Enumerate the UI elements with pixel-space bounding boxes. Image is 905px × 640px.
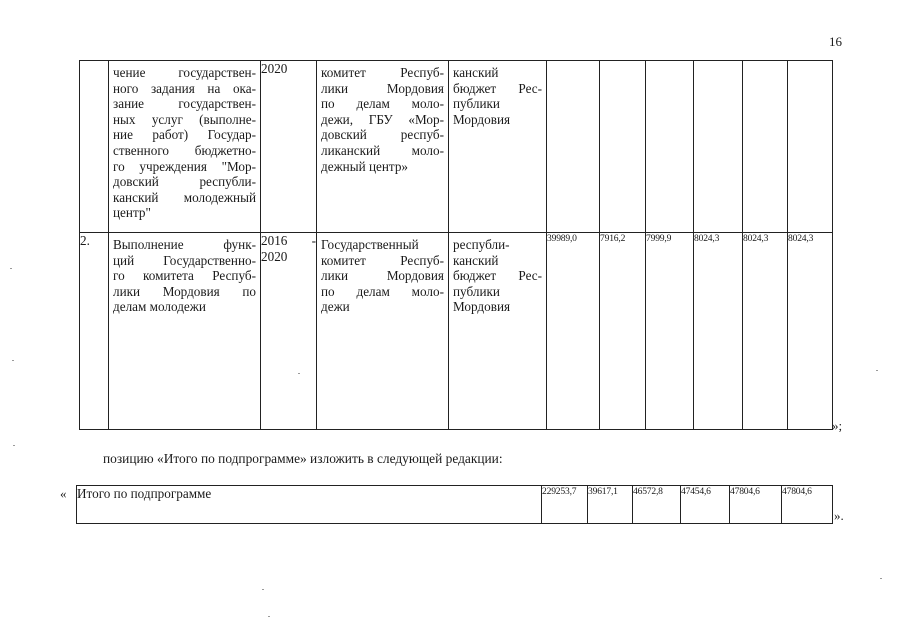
text-line: ние работ) Государ- xyxy=(113,127,256,143)
text-line: лики Мордовия xyxy=(321,268,444,284)
text-line: канский xyxy=(453,65,499,80)
text-line: го учреждения "Мор- xyxy=(113,158,256,174)
source-cell xyxy=(449,233,547,430)
value-cell xyxy=(547,61,600,233)
text-line: Государственный xyxy=(321,237,419,252)
text-line: ных услуг (выполне- xyxy=(113,111,256,127)
period xyxy=(261,61,316,77)
period-cell xyxy=(261,233,317,430)
scan-speck xyxy=(298,373,300,374)
period xyxy=(261,233,316,264)
text-line: бюджет Рес- xyxy=(453,80,542,96)
text-line: по делам моло- xyxy=(321,96,444,112)
text-line: го комитета Респуб- xyxy=(113,268,256,284)
row-number: 2. xyxy=(80,233,109,430)
value-cell: 8024,3 xyxy=(743,233,788,430)
scan-speck xyxy=(10,268,12,269)
closing-quote: »; xyxy=(832,418,843,433)
source-cell xyxy=(449,61,547,233)
value-cell: 7916,2 xyxy=(600,233,646,430)
total-table xyxy=(76,485,833,524)
text-line: довский респуб- xyxy=(321,127,444,143)
measure-name-cell xyxy=(109,61,261,233)
text-line: канский молодежный xyxy=(113,189,256,205)
text-line: центр" xyxy=(113,205,151,221)
text-line: Мордовия xyxy=(453,299,511,315)
scan-speck xyxy=(262,589,264,590)
text-line: публики xyxy=(453,283,500,299)
funding-source xyxy=(449,61,546,127)
table-row xyxy=(80,61,833,233)
program-table xyxy=(79,60,833,430)
closing-quote: ». xyxy=(834,508,844,523)
row-number xyxy=(80,61,109,233)
text-line: лики Мордовия по xyxy=(113,283,256,299)
amendment-paragraph: позицию «Итого по подпрограмме» изложить в следующей редакции: xyxy=(103,451,503,466)
scan-speck xyxy=(876,370,878,371)
text-line: дежи xyxy=(321,299,350,315)
total-value: 47804,6 xyxy=(782,486,833,524)
period-cell xyxy=(261,61,317,233)
text-line: ликанский моло- xyxy=(321,142,444,158)
text-line: по делам моло- xyxy=(321,283,444,299)
text-line: 2016 - xyxy=(261,233,316,248)
text-line: чение государствен- xyxy=(113,65,256,80)
text-line: ций Государственно- xyxy=(113,252,256,268)
measure-name-cell xyxy=(109,233,261,430)
value-cell: 7999,9 xyxy=(646,233,694,430)
text-line: 2020 xyxy=(261,61,288,76)
total-value: 47804,6 xyxy=(730,486,782,524)
total-value: 39617,1 xyxy=(588,486,633,524)
text-line: дежи, ГБУ «Мор- xyxy=(321,111,444,127)
text-line: ного задания на ока- xyxy=(113,80,256,96)
text-line: бюджет Рес- xyxy=(453,268,542,284)
text-line: комитет Респуб- xyxy=(321,252,444,268)
page-number: 16 xyxy=(829,34,842,49)
value-cell: 8024,3 xyxy=(788,233,833,430)
text-line: публики xyxy=(453,96,500,112)
scan-speck xyxy=(880,578,882,579)
measure-name xyxy=(109,233,260,315)
text-line: комитет Респуб- xyxy=(321,65,444,80)
executor xyxy=(317,61,448,174)
text-line: зание государствен- xyxy=(113,96,256,112)
executor-cell xyxy=(317,233,449,430)
funding-source xyxy=(449,233,546,315)
total-label: Итого по подпрограмме xyxy=(77,486,542,524)
scan-speck xyxy=(268,616,270,617)
text-line: 2020 xyxy=(261,248,288,264)
text-line: дежный центр» xyxy=(321,158,409,174)
table-row xyxy=(80,233,833,430)
executor-cell xyxy=(317,61,449,233)
value-cell xyxy=(694,61,743,233)
opening-quote: « xyxy=(60,486,67,501)
scan-speck xyxy=(12,360,14,361)
table-row xyxy=(77,486,833,524)
value-cell xyxy=(788,61,833,233)
total-value: 47454,6 xyxy=(681,486,730,524)
total-value: 229253,7 xyxy=(542,486,588,524)
value-cell xyxy=(743,61,788,233)
text-line: делам молодежи xyxy=(113,299,206,315)
total-value: 46572,8 xyxy=(633,486,681,524)
text-line: канский xyxy=(453,252,499,268)
text-line: лики Мордовия xyxy=(321,80,444,96)
value-cell xyxy=(600,61,646,233)
text-line: довский республи- xyxy=(113,174,256,190)
text-line: республи- xyxy=(453,237,510,252)
value-cell xyxy=(646,61,694,233)
value-cell: 8024,3 xyxy=(694,233,743,430)
text-line: Мордовия xyxy=(453,111,511,127)
text-line: Выполнение функ- xyxy=(113,237,256,252)
scan-speck xyxy=(13,445,15,446)
measure-name xyxy=(109,61,260,221)
executor xyxy=(317,233,448,315)
text-line: ственного бюджетно- xyxy=(113,142,256,158)
value-cell: 39989,0 xyxy=(547,233,600,430)
